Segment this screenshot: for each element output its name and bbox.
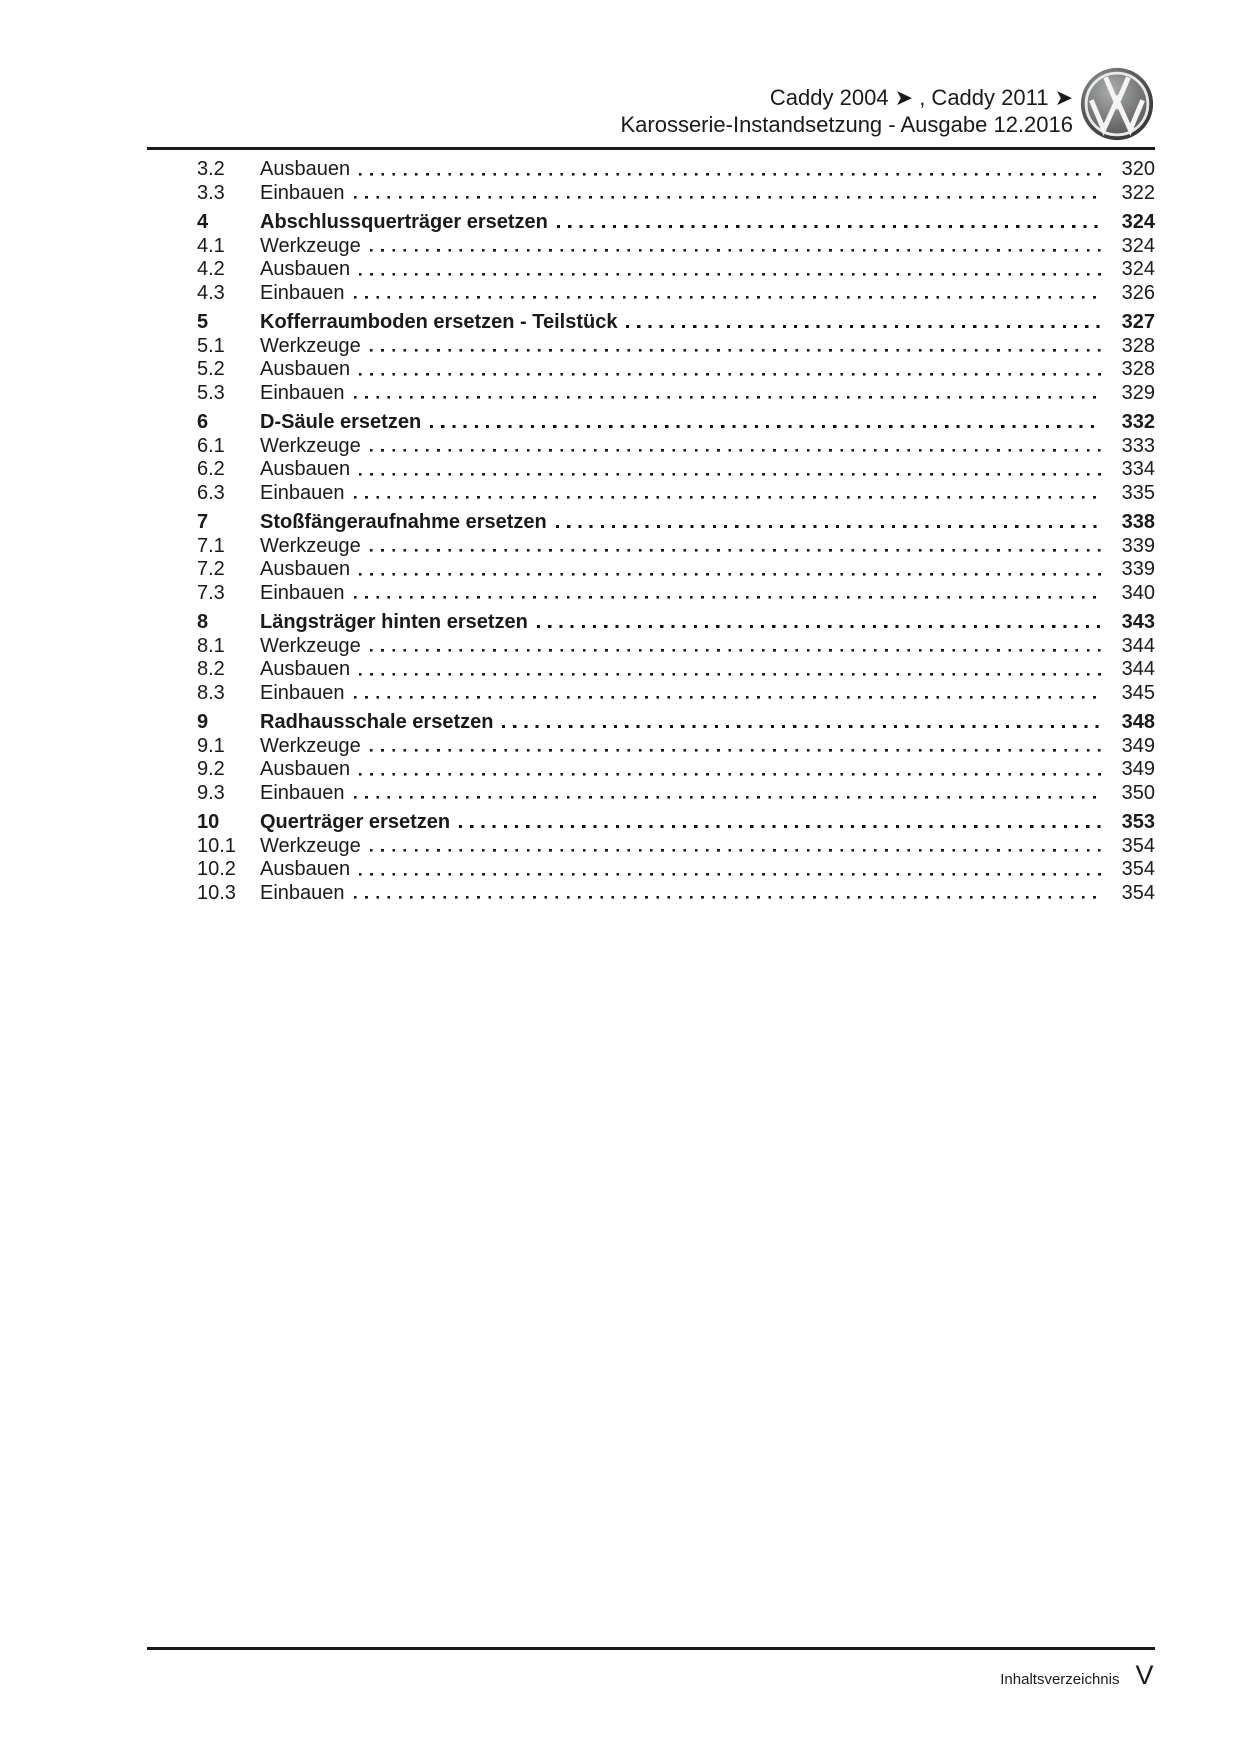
toc-row bbox=[147, 435, 1155, 459]
toc bbox=[147, 158, 1155, 905]
toc-row bbox=[147, 835, 1155, 859]
header-title-line: Karosserie-Instandsetzung - Ausgabe 12.2016 bbox=[620, 112, 1073, 137]
toc-row bbox=[147, 335, 1155, 359]
dot-leader bbox=[370, 535, 1101, 559]
dot-leader bbox=[502, 711, 1101, 735]
page-footer bbox=[1000, 1660, 1154, 1691]
toc-entry-title: Werkzeuge bbox=[260, 634, 361, 657]
toc-entry-title: Einbauen bbox=[260, 781, 345, 804]
toc-entry-page: 326 bbox=[1121, 281, 1155, 304]
toc-entry-page: 349 bbox=[1121, 758, 1155, 780]
toc-entry-number: 8.3 bbox=[197, 681, 225, 704]
toc-entry-number: 10.2 bbox=[197, 858, 236, 880]
toc-entry-number: 9 bbox=[197, 711, 209, 733]
toc-row bbox=[147, 558, 1155, 582]
toc-row bbox=[147, 858, 1155, 882]
toc-row bbox=[147, 411, 1155, 435]
toc-entry-number: 8.2 bbox=[197, 658, 225, 680]
toc-entry-page: 344 bbox=[1121, 658, 1155, 680]
toc-row bbox=[147, 458, 1155, 482]
toc-entry-number: 8.1 bbox=[197, 634, 225, 657]
toc-entry-page: 340 bbox=[1121, 581, 1155, 604]
toc-row bbox=[147, 658, 1155, 682]
dot-leader bbox=[359, 358, 1101, 382]
dot-leader bbox=[370, 235, 1101, 259]
dot-leader bbox=[557, 211, 1101, 235]
toc-entry-page: 354 bbox=[1121, 858, 1155, 880]
toc-row bbox=[147, 511, 1155, 535]
toc-entry-title: Einbauen bbox=[260, 881, 345, 904]
toc-entry-title: Einbauen bbox=[260, 581, 345, 604]
toc-entry-number: 6 bbox=[197, 411, 209, 433]
toc-entry-title: Werkzeuge bbox=[260, 234, 361, 257]
dot-leader bbox=[359, 158, 1101, 182]
toc-entry-title: Ausbauen bbox=[260, 458, 351, 480]
dot-leader bbox=[370, 735, 1101, 759]
toc-entry-title: D-Säule ersetzen bbox=[260, 411, 422, 433]
toc-entry-title: Ausbauen bbox=[260, 658, 351, 680]
toc-entry-number: 10 bbox=[197, 811, 220, 833]
toc-entry-title: Stoßfängeraufnahme ersetzen bbox=[260, 511, 547, 533]
toc-entry-page: 345 bbox=[1121, 681, 1155, 704]
toc-entry-number: 10.1 bbox=[197, 834, 236, 857]
toc-entry-title: Querträger ersetzen bbox=[260, 811, 451, 833]
toc-entry-number: 9.1 bbox=[197, 734, 225, 757]
toc-entry-page: 324 bbox=[1121, 211, 1155, 233]
toc-row bbox=[147, 382, 1155, 406]
toc-row bbox=[147, 482, 1155, 506]
dot-leader bbox=[359, 258, 1101, 282]
toc-entry-page: 344 bbox=[1121, 634, 1155, 657]
toc-entry-title: Werkzeuge bbox=[260, 434, 361, 457]
toc-entry-page: 332 bbox=[1121, 411, 1155, 433]
vw-logo-icon bbox=[1079, 66, 1155, 142]
toc-entry-number: 4.2 bbox=[197, 258, 225, 280]
dot-leader bbox=[354, 782, 1101, 806]
toc-entry-title: Ausbauen bbox=[260, 558, 351, 580]
toc-entry-number: 6.1 bbox=[197, 434, 225, 457]
toc-entry-title: Radhausschale ersetzen bbox=[260, 711, 494, 733]
dot-leader bbox=[370, 635, 1101, 659]
dot-leader bbox=[359, 658, 1101, 682]
dot-leader bbox=[430, 411, 1101, 435]
footer-divider bbox=[147, 1647, 1155, 1650]
toc-row bbox=[147, 758, 1155, 782]
toc-entry-title: Werkzeuge bbox=[260, 734, 361, 757]
toc-entry-page: 333 bbox=[1121, 434, 1155, 457]
toc-entry-number: 4.3 bbox=[197, 281, 225, 304]
toc-entry-page: 338 bbox=[1121, 511, 1155, 533]
toc-entry-number: 7 bbox=[197, 511, 209, 533]
toc-entry-number: 7.1 bbox=[197, 534, 225, 557]
dot-leader bbox=[459, 811, 1101, 835]
toc-entry-title: Ausbauen bbox=[260, 758, 351, 780]
toc-entry-number: 5 bbox=[197, 311, 209, 333]
dot-leader bbox=[354, 582, 1101, 606]
toc-entry-page: 354 bbox=[1121, 834, 1155, 857]
dot-leader bbox=[354, 182, 1101, 206]
toc-entry-page: 324 bbox=[1121, 258, 1155, 280]
toc-entry-page: 329 bbox=[1121, 381, 1155, 404]
toc-entry-page: 324 bbox=[1121, 234, 1155, 257]
toc-row bbox=[147, 635, 1155, 659]
toc-entry-page: 328 bbox=[1121, 358, 1155, 380]
toc-entry-page: 339 bbox=[1121, 558, 1155, 580]
toc-entry-page: 343 bbox=[1121, 611, 1155, 633]
toc-entry-title: Kofferraumboden ersetzen - Teilstück bbox=[260, 311, 618, 333]
toc-entry-page: 354 bbox=[1121, 881, 1155, 904]
toc-row bbox=[147, 311, 1155, 335]
toc-entry-number: 5.2 bbox=[197, 358, 225, 380]
toc-entry-number: 6.2 bbox=[197, 458, 225, 480]
footer-page-number: V bbox=[1135, 1660, 1154, 1690]
toc-entry-number: 8 bbox=[197, 611, 209, 633]
dot-leader bbox=[556, 511, 1101, 535]
toc-row bbox=[147, 235, 1155, 259]
toc-entry-title: Einbauen bbox=[260, 281, 345, 304]
page-header bbox=[620, 84, 1073, 138]
toc-entry-title: Einbauen bbox=[260, 381, 345, 404]
toc-entry-number: 9.3 bbox=[197, 781, 225, 804]
footer-section-label: Inhaltsverzeichnis bbox=[1000, 1671, 1120, 1688]
toc-entry-title: Einbauen bbox=[260, 481, 345, 504]
toc-entry-number: 4.1 bbox=[197, 234, 225, 257]
toc-row bbox=[147, 882, 1155, 906]
toc-entry-number: 6.3 bbox=[197, 481, 225, 504]
dot-leader bbox=[370, 335, 1101, 359]
toc-entry-page: 350 bbox=[1121, 781, 1155, 804]
dot-leader bbox=[354, 882, 1101, 906]
toc-row bbox=[147, 582, 1155, 606]
toc-row bbox=[147, 535, 1155, 559]
toc-entry-page: 327 bbox=[1121, 311, 1155, 333]
dot-leader bbox=[359, 758, 1101, 782]
toc-entry-title: Abschlussquerträger ersetzen bbox=[260, 211, 548, 233]
dot-leader bbox=[626, 311, 1101, 335]
toc-entry-number: 7.2 bbox=[197, 558, 225, 580]
toc-entry-number: 3.3 bbox=[197, 181, 225, 204]
toc-entry-title: Werkzeuge bbox=[260, 534, 361, 557]
toc-entry-number: 5.3 bbox=[197, 381, 225, 404]
toc-entry-number: 9.2 bbox=[197, 758, 225, 780]
dot-leader bbox=[370, 835, 1101, 859]
toc-row bbox=[147, 811, 1155, 835]
toc-entry-page: 349 bbox=[1121, 734, 1155, 757]
toc-row bbox=[147, 682, 1155, 706]
toc-row bbox=[147, 258, 1155, 282]
dot-leader bbox=[370, 435, 1101, 459]
dot-leader bbox=[354, 482, 1101, 506]
toc-row bbox=[147, 358, 1155, 382]
vw-logo-icon bbox=[1079, 66, 1155, 142]
toc-entry-title: Ausbauen bbox=[260, 258, 351, 280]
dot-leader bbox=[359, 558, 1101, 582]
dot-leader bbox=[354, 682, 1101, 706]
toc-row bbox=[147, 182, 1155, 206]
toc-row bbox=[147, 735, 1155, 759]
toc-entry-title: Ausbauen bbox=[260, 858, 351, 880]
dot-leader bbox=[354, 282, 1101, 306]
toc-entry-page: 348 bbox=[1121, 711, 1155, 733]
toc-entry-page: 334 bbox=[1121, 458, 1155, 480]
header-model-line: Caddy 2004 ➤ , Caddy 2011 ➤ bbox=[769, 85, 1073, 110]
toc-entry-number: 5.1 bbox=[197, 334, 225, 357]
toc-entry-number: 3.2 bbox=[197, 158, 225, 180]
toc-entry-number: 7.3 bbox=[197, 581, 225, 604]
toc-entry-title: Werkzeuge bbox=[260, 334, 361, 357]
toc-entry-page: 320 bbox=[1121, 158, 1155, 180]
toc-entry-page: 322 bbox=[1121, 181, 1155, 204]
toc-entry-title: Ausbauen bbox=[260, 158, 351, 180]
dot-leader bbox=[359, 858, 1101, 882]
toc-entry-page: 353 bbox=[1121, 811, 1155, 833]
toc-entry-page: 328 bbox=[1121, 334, 1155, 357]
dot-leader bbox=[537, 611, 1101, 635]
toc-entry-title: Einbauen bbox=[260, 681, 345, 704]
toc-row bbox=[147, 282, 1155, 306]
toc-entry-title: Werkzeuge bbox=[260, 834, 361, 857]
toc-entry-page: 339 bbox=[1121, 534, 1155, 557]
toc-entry-number: 10.3 bbox=[197, 881, 236, 904]
toc-row bbox=[147, 782, 1155, 806]
toc-entry-number: 4 bbox=[197, 211, 209, 233]
dot-leader bbox=[354, 382, 1101, 406]
toc-entry-title: Längsträger hinten ersetzen bbox=[260, 611, 528, 633]
toc-row bbox=[147, 158, 1155, 182]
toc-entry-page: 335 bbox=[1121, 481, 1155, 504]
toc-entry-title: Einbauen bbox=[260, 181, 345, 204]
toc-row bbox=[147, 211, 1155, 235]
toc-entry-title: Ausbauen bbox=[260, 358, 351, 380]
toc-row bbox=[147, 611, 1155, 635]
dot-leader bbox=[359, 458, 1101, 482]
header-divider bbox=[147, 147, 1155, 150]
toc-row bbox=[147, 711, 1155, 735]
